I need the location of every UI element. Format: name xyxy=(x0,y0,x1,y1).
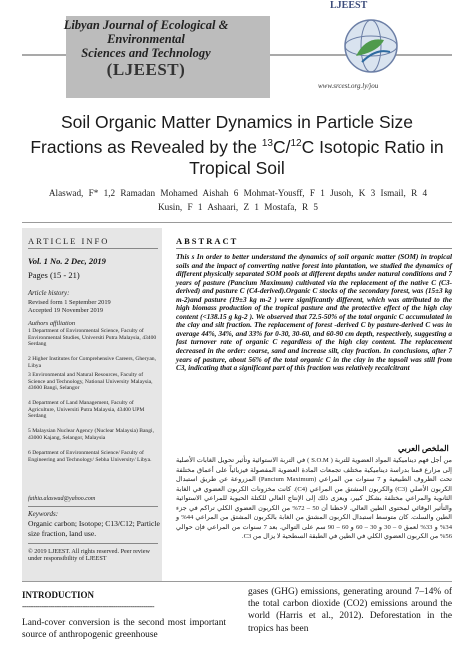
journal-abbreviation: (LJEEST) xyxy=(106,60,186,79)
body-text-left: Land-cover conversion is the second most important source of anthropogenic greenhouse xyxy=(22,618,226,641)
journal-name-line2: Sciences and Technology xyxy=(81,46,211,60)
affiliation-1: 1 Department of Environmental Science, Faculty of Environmental Studies, Universiti Putra Malaysia, 43400 Serdang xyxy=(28,328,157,348)
title-mid: C/ xyxy=(273,136,291,157)
abstract-bottom-rule xyxy=(22,581,452,582)
journal-logo xyxy=(326,0,416,80)
paper-title xyxy=(30,112,444,179)
title-suffix: C Isotopic Ratio in Tropical Soil xyxy=(189,136,444,178)
title-isotope-12: 12 xyxy=(290,138,302,149)
copyright-notice: © 2019 LJEEST. All rights reserved. Peer review under responsibility of LJEEST xyxy=(28,548,150,563)
abstract-rule xyxy=(176,248,452,249)
abstract-heading: ABSTRACT xyxy=(176,236,239,246)
title-prefix: Soil Organic Matter Dynamics in Particle Size Fractions as Revealed by the xyxy=(30,112,414,157)
affiliation-4: 4 Department of Land Management, Faculty of Agriculture, Universiti Putra Malaysia, 43400 UPM Serdang xyxy=(28,400,145,420)
arabic-abstract-text: من أجل فهم ديناميكية المواد العضوية للتربة ( S.O.M ) في التربة الاستوائية وتأثير تحويل الغابات الأصلية إلى مزارع قمنا بدراسة ديناميكية مختلف تجمعات المادة العضوية المفصولة فيزيائياً على أعماق مختلفة تحت الظروف الطبيعية و 7 سنوات من المراعي (Pancium Maximum) المزروعة عن طريق استبدال الكربون الأصلي (C3) والكربون المشتق من المراعي (C4). كانت مخزونات الكربون العضوي في الغابة الثانوية والمراعي مختلفة بشكل كبير، ويعزى ذلك إلى الإنتاج العالي للكتلة الحيوية للمراعي الاستوائية والتأثير الوقائي لمحتوى الطين العالي. لاحظنا أن 50 – 72% من الكربون العضوي الكلي تراكم في جزء الطين والسلت. كان متوسط استبدال الكربون المشتق من الغابة بالكربون المشتق من المراعي 44% و 34% و 33% لعمق 0 – 30 و 30 – 60 و 60 – 90 سم على التوالي. بعد 7 سنوات من المراعي فإن حوالي 56% من الكربون العضوي الكلي في الطين في الطبقة السطحية لا يزال من C3. xyxy=(176,457,453,540)
journal-url[interactable]: www.srcest.org.ly/jou xyxy=(318,82,379,90)
introduction-heading: INTRODUCTION xyxy=(22,590,95,600)
page-range: Pages (15 - 21) xyxy=(28,270,80,280)
title-divider xyxy=(22,222,452,223)
affiliation-2: 2 Higher Institutes for Comprehensive Careers, Gheryan, Libya xyxy=(28,356,156,369)
affiliation-3: 3 Environmental and Natural Resources, Faculty of Science and Technology, National University Malaysia, 43600 Bangi, Selangor xyxy=(28,372,153,392)
revised-date: Revised form 1 September 2019 xyxy=(28,299,111,306)
body-text-right: gases (GHG) emissions, generating around 7–14% of the total carbon dioxide (CO2) emissions around the world (Harris et al., 2012). Deforestation in the tropics has been xyxy=(248,587,452,634)
author-list-line2: Kusin, F 1 Ashaari, Z 1 Mostafa, R 5 xyxy=(157,202,319,212)
logo-text: LJEEST xyxy=(330,0,368,11)
article-info-rule xyxy=(28,248,158,249)
contact-email[interactable]: fathia.alaswad@yahoo.com xyxy=(28,496,96,502)
keywords-heading: Keywords: xyxy=(28,510,59,518)
introduction-dash-rule: ------------------------------------------------------------- xyxy=(22,602,155,611)
keywords-rule xyxy=(28,506,158,507)
affiliation-6: 6 Department of Environmental Science/ Faculty of Engineering and Technology/ Sebha University/ Libya. xyxy=(28,450,152,463)
affiliations-heading: Authors affiliation xyxy=(28,320,76,327)
accepted-date: Accepted 19 November 2019 xyxy=(28,307,104,314)
title-isotope-13: 13 xyxy=(261,138,273,149)
affiliation-5: 5 Malaysian Nuclear Agency (Nuclear Malaysia) Bangi, 43000 Kajang, Selangor, Malaysia xyxy=(28,428,154,441)
arabic-abstract-heading: الملخص العربي xyxy=(398,444,449,453)
author-list-line1: Alaswad, F* 1,2 Ramadan Mohamed Aishah 6 Mohmat-Yousff, F 1 Jusoh, K 3 Ismail, R 4 xyxy=(48,188,428,198)
keywords-list: Organic carbon; Isotope; C13/C12; Particle size fraction, land use. xyxy=(28,519,160,538)
journal-name xyxy=(44,18,248,60)
article-info-heading: ARTICLE INFO xyxy=(28,236,110,246)
journal-name-line1: Libyan Journal of Ecological & Environmental xyxy=(63,18,229,46)
abstract-text: This s In order to better understand the dynamics of soil organic matter (SOM) in tropical soils and the impact of converting native forest into plantation, we studied the dynamics of different physically separated SOM pools at different depths under natural conditions and 7 years of pasture (Pancium Maximum) cultivated via the replacement of the native C (C3-derived) and pasture C (C4-derived).Organic C stocks of the secondary forest, was (15±3 kg m-2)and pasture (19±3 kg m-2 ) were significantly different, which was attributed to the high biomass production of the tropical pasture and the protective effect of the high clay content (<138.15 g kg-2 ). We observed that 72.5-50% of the total organic C accumulated in the clay and silt fraction. The replacement of forest -derived C by pasture-derived C was in average 44%, 34%, and 33% for 0-30, 30-60, and 60-90 cm depth, respectively, suggesting a fast turnover rate of organic C regardless of the high clay content. The replacement decreased in the order: coarse, sand and increase silt, clay fraction. In conclusions, after 7 years of pasture, about 56% of the total organic C in the clay in the topsoil was still from C3, indicating that a significant part of this fraction was relatively recalcitrant xyxy=(176,253,452,373)
volume-issue: Vol. 1 No. 2 Dec, 2019 xyxy=(28,256,106,266)
copyright-rule xyxy=(28,543,158,544)
history-heading: Article history: xyxy=(28,290,70,297)
